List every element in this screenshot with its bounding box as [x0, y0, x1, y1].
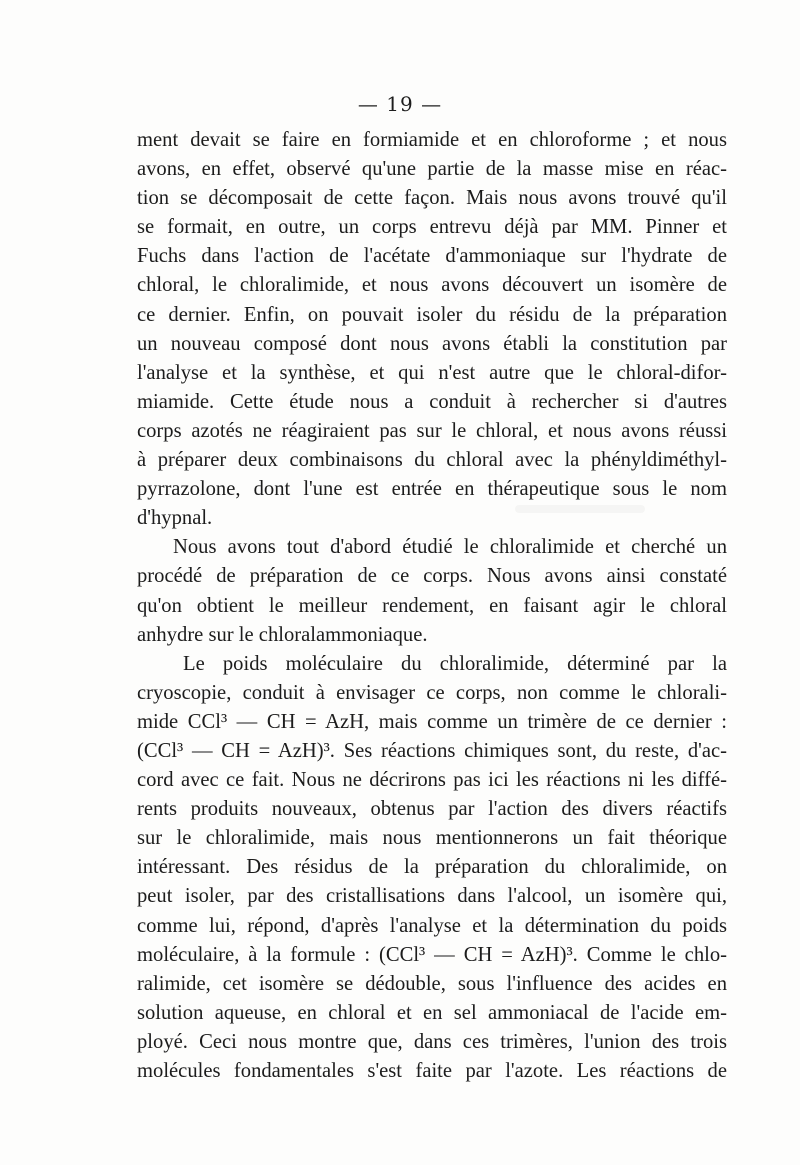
text-line: cord avec ce fait. Nous ne décrirons pas ici les réactions ni les diffé- — [137, 769, 727, 792]
text-line: solution aqueuse, en chloral et en sel ammoniacal de l'acide em- — [137, 1001, 727, 1024]
text-line: mide CCl³ — CH = AzH, mais comme un trimère de ce dernier : — [137, 710, 727, 733]
paragraph-2 — [137, 533, 727, 649]
text-line: rents produits nouveaux, obtenus par l'action des divers réactifs — [137, 798, 727, 821]
text-line: peut isoler, par des cristallisations dans l'alcool, un isomère qui, — [137, 885, 727, 908]
text-line: pyrrazolone, dont l'une est entrée en thérapeutique sous le nom — [137, 478, 727, 501]
text-line: l'analyse et la synthèse, et qui n'est autre que le chloral-difor- — [137, 361, 727, 384]
text-line: ment devait se faire en formiamide et en chloroforme ; et nous — [137, 129, 727, 151]
text-line: se formait, en outre, un corps entrevu déjà par MM. Pinner et — [137, 216, 727, 239]
text-line: à préparer deux combinaisons du chloral avec la phényldiméthyl- — [137, 449, 727, 472]
text-line: avons, en effet, observé qu'une partie de la masse mise en réac- — [137, 158, 727, 181]
text-line: qu'on obtient le meilleur rendement, en faisant agir le chloral — [137, 594, 727, 617]
text-line: un nouveau composé dont nous avons établi la constitution par — [137, 332, 727, 355]
body-text — [137, 126, 727, 1086]
text-line: sur le chloralimide, mais nous mentionnerons un fait théorique — [137, 827, 727, 850]
text-line: anhydre sur le chloralammoniaque. — [137, 623, 428, 646]
paragraph-3 — [137, 650, 727, 1086]
text-line: cryoscopie, conduit à envisager ce corps, non comme le chlorali- — [137, 681, 727, 704]
text-line: molécules fondamentales s'est faite par l'azote. Les réactions de — [137, 1060, 727, 1082]
text-line: corps azotés ne réagiraient pas sur le chloral, et nous avons réussi — [137, 419, 727, 442]
text-line: Le poids moléculaire du chloralimide, déterminé par la — [183, 652, 727, 675]
text-line: (CCl³ — CH = AzH)³. Ses réactions chimiques sont, du reste, d'ac- — [137, 739, 727, 762]
text-line: Fuchs dans l'action de l'acétate d'ammoniaque sur l'hydrate de — [137, 245, 727, 268]
text-line: ce dernier. Enfin, on pouvait isoler du résidu de la préparation — [137, 303, 727, 326]
text-line: ralimide, cet isomère se dédouble, sous l'influence des acides en — [137, 972, 727, 995]
paragraph-1 — [137, 126, 727, 533]
text-line: procédé de préparation de ce corps. Nous avons ainsi constaté — [137, 565, 727, 588]
text-line: ployé. Ceci nous montre que, dans ces trimères, l'union des trois — [137, 1030, 727, 1053]
text-line: miamide. Cette étude nous a conduit à rechercher si d'autres — [137, 390, 727, 413]
text-line: d'hypnal. — [137, 507, 213, 530]
text-line: Nous avons tout d'abord étudié le chloralimide et cherché un — [173, 536, 727, 559]
text-line: chloral, le chloralimide, et nous avons découvert un isomère de — [137, 274, 727, 297]
text-line: intéressant. Des résidus de la préparation du chloralimide, on — [137, 856, 727, 879]
text-line: tion se décomposait de cette façon. Mais nous avons trouvé qu'il — [137, 187, 727, 210]
page-number: — 19 — — [357, 92, 443, 116]
text-line: comme lui, répond, d'après l'analyse et la détermination du poids — [137, 914, 727, 937]
text-line: moléculaire, à la formule : (CCl³ — CH = AzH)³. Comme le chlo- — [137, 943, 727, 966]
